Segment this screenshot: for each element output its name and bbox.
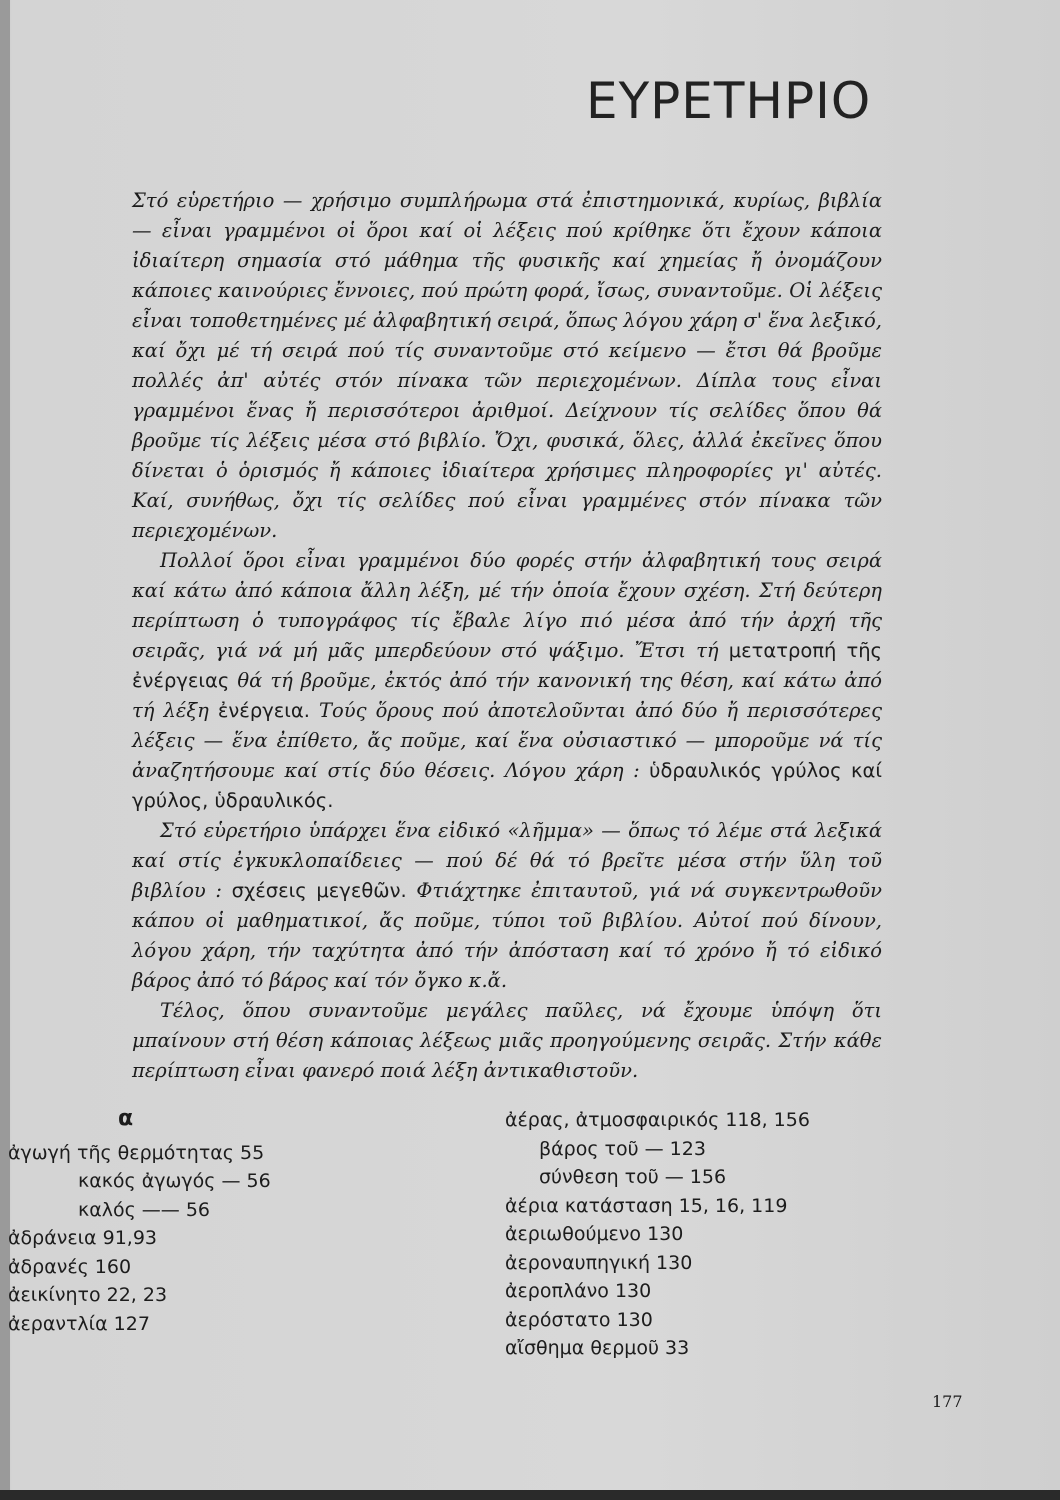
index-entry: αἴσθημα θερμοῦ 33 xyxy=(505,1337,690,1359)
intro-p2-text-c: Τούς ὅρους πού ἀποτελοῦνται ἀπό δύο ἤ περισσότερες λέξεις — ἕνα ἐπίθετο, ἄς ποῦμε, καί ἕνα οὐσιαστικό — μποροῦμε νά τίς ἀναζητήσουμε καί στίς δύο θέσεις. Λόγου χάρη : xyxy=(132,699,883,782)
index-entry: ἀεραντλία 127 xyxy=(8,1312,150,1335)
intro-p3-text-b: Φτιάχτηκε ἐπιταυτοῦ, γιά νά συγκεντρωθοῦν κάπου οἱ μαθηματικοί, ἄς ποῦμε, τύποι τοῦ βιβλίου. Αὐτοί πού δίνουν, λόγου χάρη, τήν ταχύτητα ἀπό τήν ἀπόσταση καί τό χρόνο ἤ τό εἰδικό βάρος ἀπό τό βάρος καί τόν ὄγκο κ.ἄ. xyxy=(132,879,883,992)
intro-p2-text-b: θά τή βροῦμε, ἐκτός ἀπό τήν κανονική της θέση, καί κάτω ἀπό τή λέξη xyxy=(132,669,883,722)
index-column-left xyxy=(8,1110,308,1338)
scan-bottom-edge xyxy=(0,1490,1060,1500)
index-subentry: κακός ἀγωγός — 56 xyxy=(78,1170,271,1192)
intro-term-conversion: μετατροπή τῆς ἐνέργειας xyxy=(132,639,882,692)
intro-term-energy: ἐνέργεια. xyxy=(217,699,310,722)
intro-p2-text-a: Πολλοί ὅροι εἶναι γραμμένοι δύο φορές στήν ἀλφαβητική τους σειρά καί κάτω ἀπό κάποια ἄλλη λέξη, μέ τήν ὁποία ἔχουν σχέση. Στή δεύτερη περίπτωση ὁ τυπογράφος τίς ἔβαλε λίγο πιό μέσα ἀπό τήν ἀρχή τῆς σειρᾶς, γιά νά μή μᾶς μπερδεύουν στό ψάξιμο. Ἔτσι τή xyxy=(132,549,882,662)
index-entry: ἀεροναυπηγική 130 xyxy=(505,1251,693,1274)
page-title: ΕΥΡΕΤΗΡΙΟ xyxy=(586,72,872,130)
intro-paragraph-3 xyxy=(132,816,882,996)
index-entry: ἀγωγή τῆς θερμότητας 55 xyxy=(8,1141,265,1164)
index-entry: ἀεικίνητο 22, 23 xyxy=(8,1284,168,1306)
intro-p4-text: Τέλος, ὅπου συναντοῦμε μεγάλες παῦλες, νά ἔχουμε ὑπόψη ὅτι μπαίνουν στή θέση κάποιας λέξεως μιᾶς προηγούμενης σειρᾶς. Στήν κάθε περίπτωση εἶναι φανερό ποιά λέξη ἀντικαθιστοῦν. xyxy=(132,999,882,1082)
index-entry: ἀεριωθούμενο 130 xyxy=(505,1223,684,1245)
page-number: 177 xyxy=(932,1392,963,1411)
intro-p3-text-a: Στό εὑρετήριο ὑπάρχει ἕνα εἰδικό «λῆμμα» — ὅπως τό λέμε στά λεξικά καί στίς ἐγκυκλοπαίδειες — πού δέ θά τό βρεῖτε μέσα στήν ὕλη τοῦ βιβλίου : xyxy=(132,819,882,902)
index-entry: ἀέρια κατάσταση 15, 16, 119 xyxy=(505,1194,788,1217)
index-entry: ἀδρανές 160 xyxy=(8,1255,132,1278)
intro-text xyxy=(132,186,882,1086)
index-entry: ἀέρας, ἀτμοσφαιρικός 118, 156 xyxy=(505,1109,810,1131)
index-subentry: βάρος τοῦ — 123 xyxy=(539,1137,706,1160)
index-entry: ἀεροπλάνο 130 xyxy=(505,1280,652,1302)
intro-paragraph-2 xyxy=(132,546,882,816)
intro-paragraph-4 xyxy=(132,996,882,1086)
intro-term-relations: σχέσεις μεγεθῶν. xyxy=(231,879,407,902)
index-subentry: καλός —— 56 xyxy=(78,1198,210,1221)
section-letter: α xyxy=(118,1106,134,1131)
index-entry: ἀερόστατο 130 xyxy=(505,1308,653,1331)
index-entry: ἀδράνεια 91,93 xyxy=(8,1227,158,1249)
intro-p1-text: Στό εὑρετήριο — χρήσιμο συμπλήρωμα στά ἐπιστημονικά, κυρίως, βιβλία — εἶναι γραμμένοι οἱ ὅροι καί οἱ λέξεις πού κρίθηκε ὅτι ἔχουν κάποια ἰδιαίτερη σημασία στό μάθημα τῆς φυσικῆς καί χημείας ἤ ὀνομάζουν κάποιες καινούριες ἔννοιες, πού πρώτη φορά, ἴσως, συναντοῦμε. Οἱ λέξεις εἶναι τοποθετημένες μέ ἀλφαβητική σειρά, ὅπως λόγου χάρη σ' ἕνα λεξικό, καί ὄχι μέ τή σειρά πού τίς συναντοῦμε στό κείμενο — ἔτσι θά βροῦμε πολλές ἀπ' αὐτές στόν πίνακα τῶν περιεχομένων. Δίπλα τους εἶναι γραμμένοι ἕνας ἤ περισσότεροι ἀριθμοί. Δείχνουν τίς σελίδες ὅπου θά βροῦμε τίς λέξεις μέσα στό βιβλίο. Ὄχι, φυσικά, ὅλες, ἀλλά ἐκεῖνες ὅπου δίνεται ὁ ὁρισμός ἤ κάποιες ἰδιαίτερα χρήσιμες πληροφορίες γι' αὐτές. Καί, συνήθως, ὄχι τίς σελίδες πού εἶναι γραμμένες στόν πίνακα τῶν περιεχομένων. xyxy=(132,189,882,542)
index-subentry: σύνθεση τοῦ — 156 xyxy=(539,1166,727,1188)
intro-paragraph-1 xyxy=(132,186,882,546)
index-column-right xyxy=(505,1106,865,1363)
intro-term-hydraulic-jack: ὑδραυλικός γρύλος καί γρύλος, ὑδραυλικός. xyxy=(132,759,882,812)
